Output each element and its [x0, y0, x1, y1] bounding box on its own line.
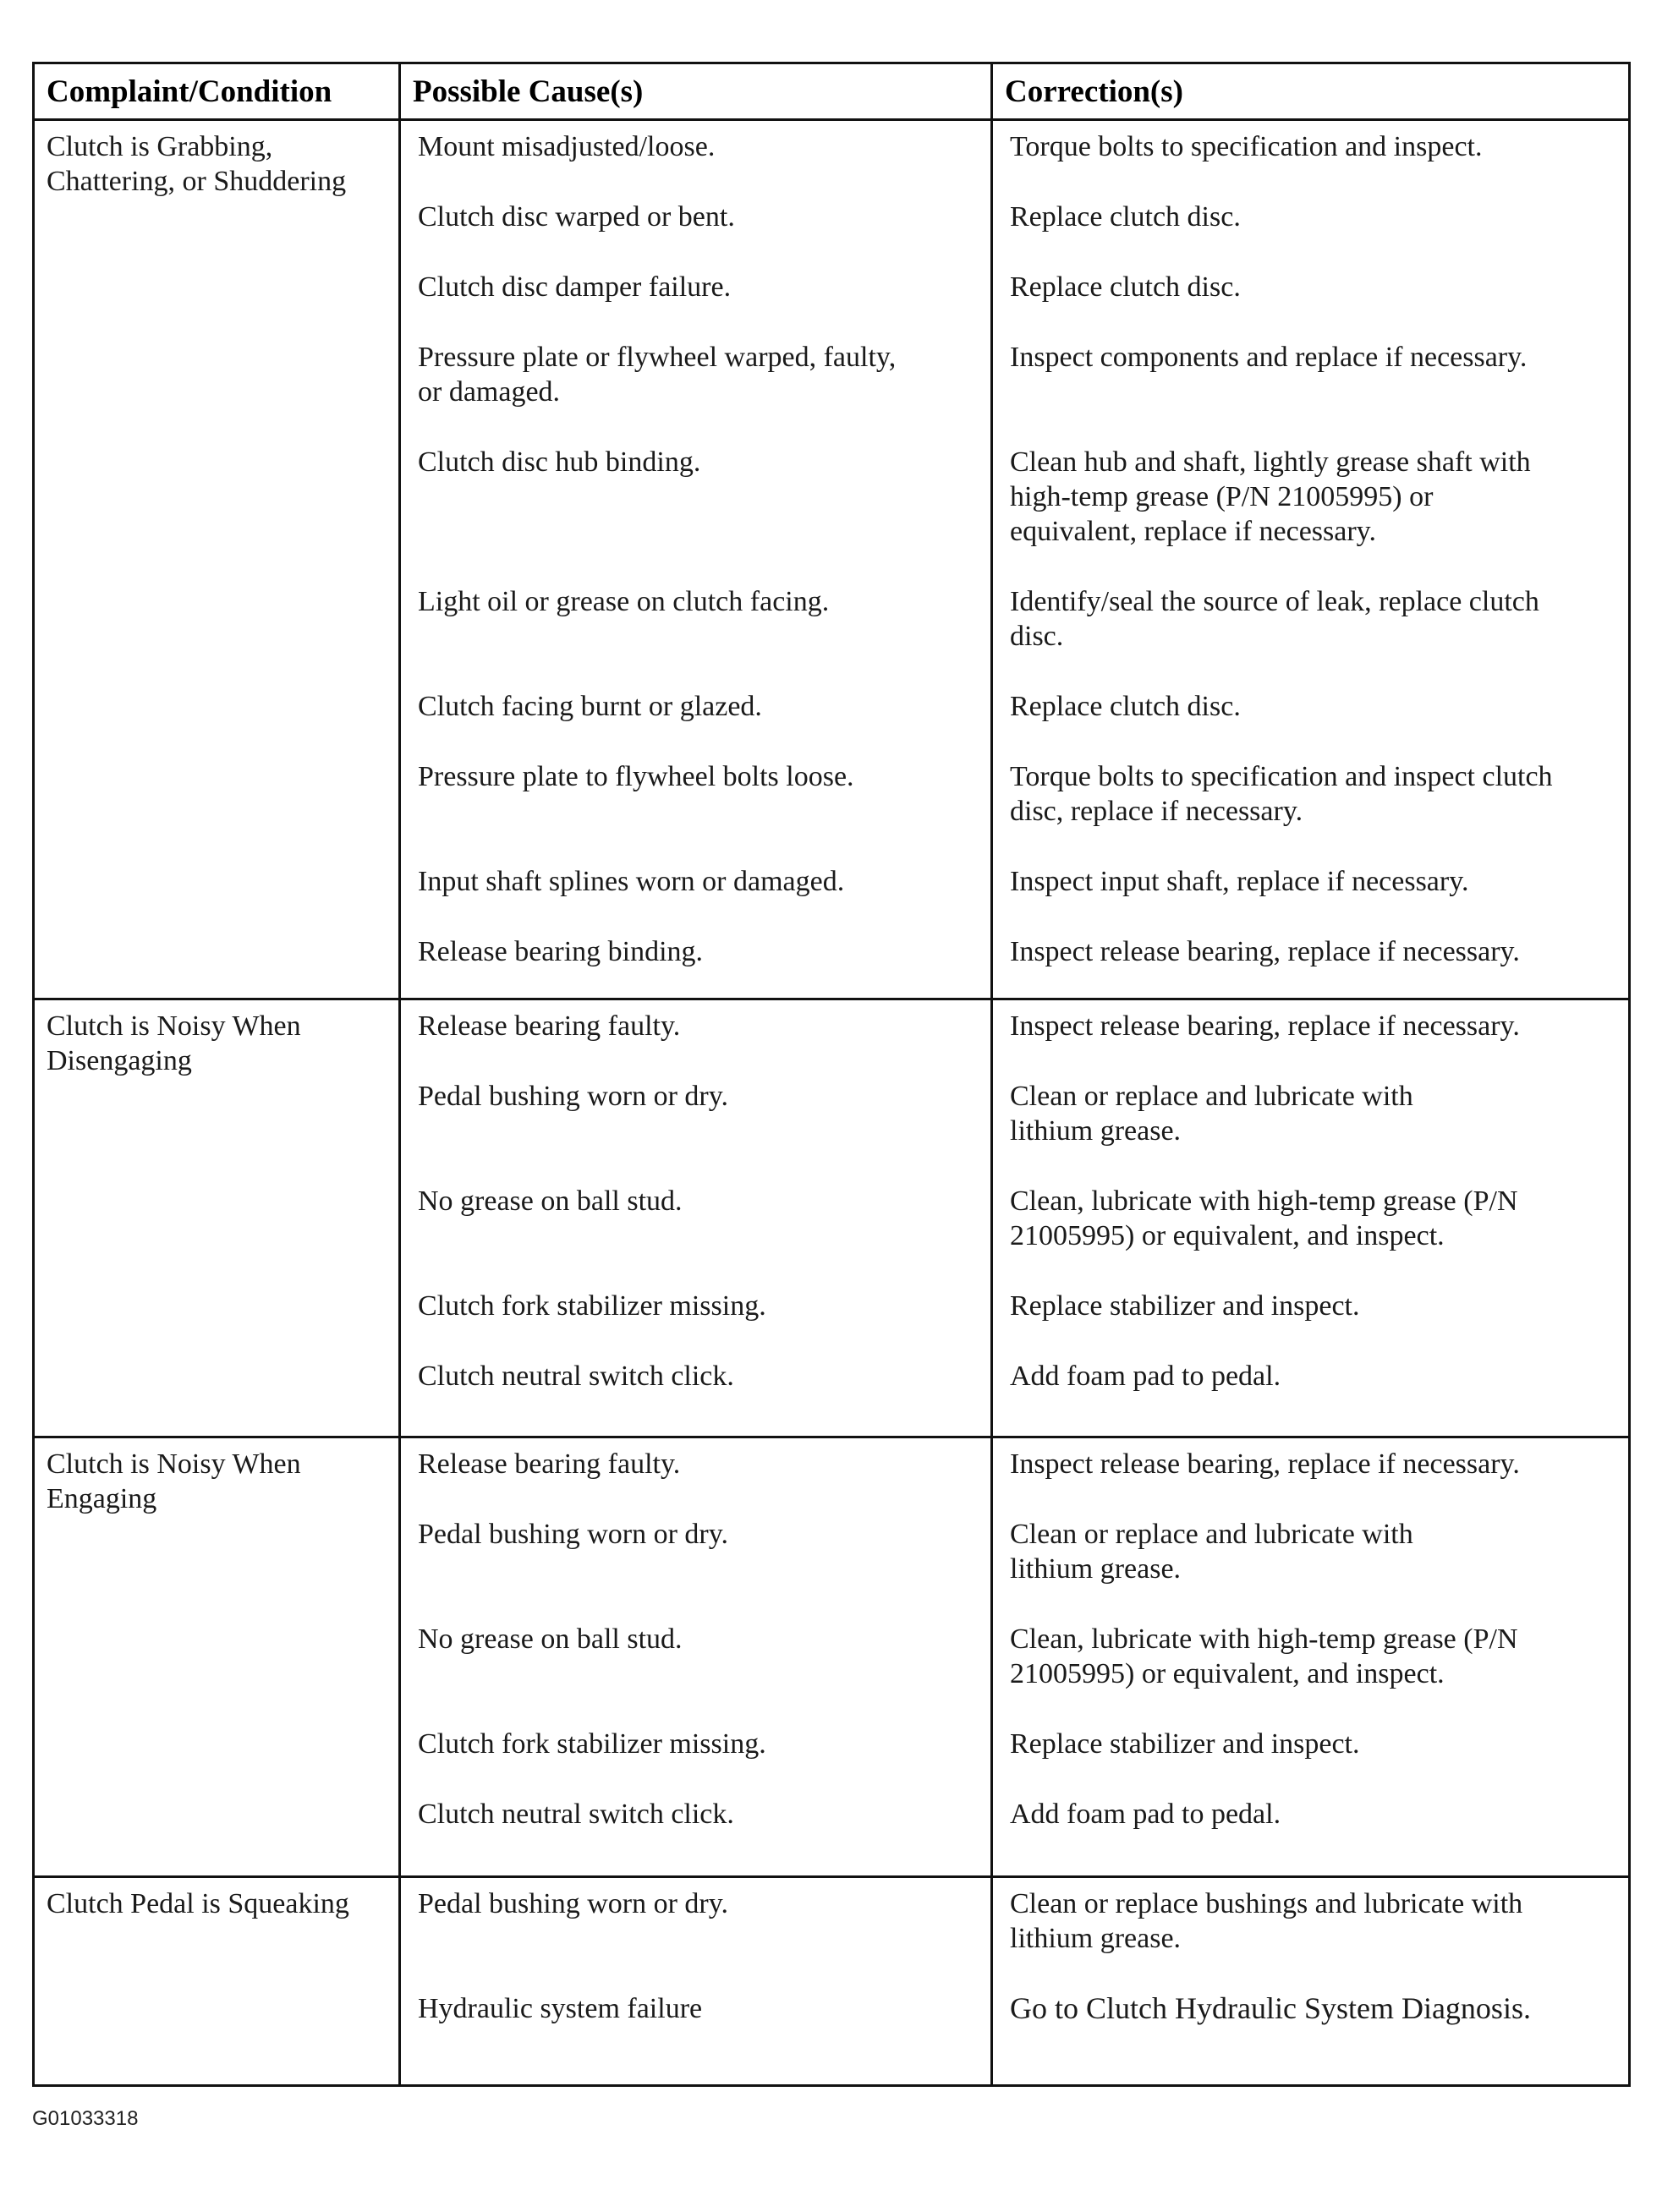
correction-entry: Torque bolts to specification and inspect clutch disc, replace if necessary. — [1010, 761, 1553, 827]
correction-entry: Clean, lubricate with high-temp grease (P/N 21005995) or equivalent, and inspect. — [1010, 1185, 1518, 1251]
correction-entry: Replace clutch disc. — [1010, 691, 1241, 722]
cause-cell — [400, 120, 992, 999]
figure-id: G01033318 — [32, 2107, 139, 2130]
cause-entry: Hydraulic system failure — [418, 1993, 703, 2024]
cause-cell — [400, 1877, 992, 2086]
header-condition: Complaint/Condition — [34, 63, 400, 120]
cause-entry: Pressure plate to flywheel bolts loose. — [418, 761, 854, 792]
header-correction: Correction(s) — [992, 63, 1630, 120]
cause-entry: Pedal bushing worn or dry. — [418, 1888, 729, 1919]
correction-entry: Clean or replace bushings and lubricate with lithium grease. — [1010, 1888, 1523, 1954]
table-row-pedal-squeaking — [34, 1877, 1630, 2086]
header-cause: Possible Cause(s) — [400, 63, 992, 120]
correction-entry: Clean, lubricate with high-temp grease (P/N 21005995) or equivalent, and inspect. — [1010, 1623, 1518, 1689]
correction-cell — [992, 1437, 1630, 1877]
correction-entry: Inspect release bearing, replace if necessary. — [1010, 936, 1520, 967]
cause-entry: Release bearing faulty. — [418, 1010, 681, 1042]
table-row-grabbing — [34, 120, 1630, 999]
cause-entry: Release bearing faulty. — [418, 1448, 681, 1480]
cause-entry: Input shaft splines worn or damaged. — [418, 866, 845, 897]
correction-entry: Replace stabilizer and inspect. — [1010, 1290, 1360, 1322]
cause-entry: Clutch fork stabilizer missing. — [418, 1728, 766, 1760]
correction-entry: Replace stabilizer and inspect. — [1010, 1728, 1360, 1760]
correction-entry: Inspect components and replace if necessary. — [1010, 342, 1528, 373]
cause-entry: Pedal bushing worn or dry. — [418, 1081, 729, 1112]
correction-cell — [992, 999, 1630, 1437]
condition-cell: Clutch is Noisy When Disengaging — [34, 999, 400, 1437]
correction-entry: Clean or replace and lubricate with lithium grease. — [1010, 1519, 1413, 1585]
cause-cell — [400, 999, 992, 1437]
table-row-noisy-engaging — [34, 1437, 1630, 1877]
correction-entry: Clean or replace and lubricate with lithium grease. — [1010, 1081, 1413, 1147]
correction-entry: Clean hub and shaft, lightly grease shaft with high-temp grease (P/N 21005995) or equivalent, replace if necessary. — [1010, 446, 1531, 547]
correction-cell — [992, 120, 1630, 999]
cause-entry: Clutch disc warped or bent. — [418, 201, 735, 233]
cause-entry: Pressure plate or flywheel warped, faulty, or damaged. — [418, 342, 897, 408]
correction-entry: Identify/seal the source of leak, replace clutch disc. — [1010, 586, 1539, 652]
header-row — [34, 63, 1630, 120]
cause-entry: Clutch facing burnt or glazed. — [418, 691, 762, 722]
cause-entry: Clutch neutral switch click. — [418, 1799, 734, 1830]
correction-entry: Replace clutch disc. — [1010, 271, 1241, 303]
cause-entry: No grease on ball stud. — [418, 1185, 683, 1217]
correction-cell — [992, 1877, 1630, 2086]
cause-cell — [400, 1437, 992, 1877]
condition-cell: Clutch is Noisy When Engaging — [34, 1437, 400, 1877]
condition-cell: Clutch Pedal is Squeaking — [34, 1877, 400, 2086]
correction-entry: Add foam pad to pedal. — [1010, 1799, 1281, 1830]
table-row-noisy-disengaging — [34, 999, 1630, 1437]
correction-entry: Replace clutch disc. — [1010, 201, 1241, 233]
cause-entry: Clutch disc damper failure. — [418, 271, 732, 303]
condition-cell: Clutch is Grabbing, Chattering, or Shuddering — [34, 120, 400, 999]
cause-entry: Light oil or grease on clutch facing. — [418, 586, 830, 617]
correction-entry: Inspect release bearing, replace if necessary. — [1010, 1010, 1520, 1042]
cause-entry: Release bearing binding. — [418, 936, 704, 967]
correction-entry: Inspect input shaft, replace if necessary. — [1010, 866, 1469, 897]
cause-entry: Clutch fork stabilizer missing. — [418, 1290, 766, 1322]
correction-entry: Go to Clutch Hydraulic System Diagnosis. — [1010, 1991, 1531, 2025]
cause-entry: Clutch disc hub binding. — [418, 446, 701, 478]
correction-entry: Add foam pad to pedal. — [1010, 1361, 1281, 1392]
correction-entry: Inspect release bearing, replace if necessary. — [1010, 1448, 1520, 1480]
cause-entry: Pedal bushing worn or dry. — [418, 1519, 729, 1550]
cause-entry: No grease on ball stud. — [418, 1623, 683, 1655]
diagnosis-table — [32, 62, 1631, 2087]
correction-entry: Torque bolts to specification and inspect. — [1010, 131, 1483, 162]
cause-entry: Clutch neutral switch click. — [418, 1361, 734, 1392]
cause-entry: Mount misadjusted/loose. — [418, 131, 716, 162]
